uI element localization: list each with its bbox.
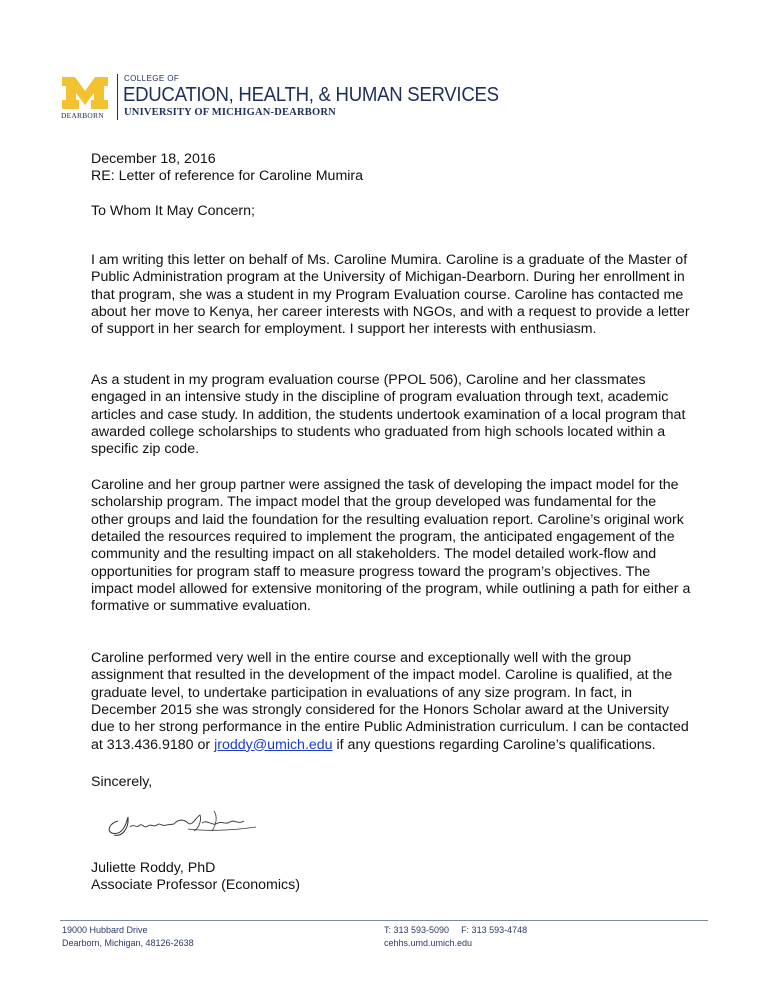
university-logo (62, 77, 108, 119)
footer-address-line-2: Dearborn, Michigan, 48126-2638 (62, 938, 194, 948)
footer-divider (60, 920, 708, 921)
letterhead-divider (117, 74, 118, 120)
college-name: EDUCATION, HEALTH, & HUMAN SERVICES (123, 84, 499, 106)
salutation: To Whom It May Concern; (91, 203, 255, 219)
footer-phone-fax (384, 924, 527, 937)
signatory-name: Juliette Roddy, PhD (91, 860, 216, 876)
letter-subject: RE: Letter of reference for Caroline Mumira (91, 168, 364, 184)
footer-fax: F: 313 593-4748 (461, 925, 528, 935)
paragraph-3: Caroline and her group partner were assigned the task of developing the impact model for the scholarship program. The impact model that the group developed was fundamental for the other groups and laid the foundation for the resulting evaluation report. Caroline’s original work detailed the resources required to implement the program, the anticipated engagement of the community and the resulting impact on all stakeholders. The model detailed work-flow and opportunities for program staff to measure progress toward the program’s objectives. The impact model allowed for extensive monitoring of the program, while outlining a path for either a formative or summative evaluation. (91, 477, 691, 615)
email-link[interactable]: jroddy@umich.edu (214, 736, 333, 753)
college-of-label: COLLEGE OF (124, 74, 180, 83)
paragraph-1: I am writing this letter on behalf of Ms. Caroline Mumira. Caroline is a graduate of the Master of Public Administration program at the University of Michigan-Dearborn. During her enrollment in that program, she was a student in my Program Evaluation course. Caroline has contacted me about her move to Kenya, her career interests with NGOs, and with a request to provide a letter of support in her search for employment. I support her interests with enthusiasm. (91, 252, 690, 338)
logo-dearborn-text: DEARBORN (61, 111, 104, 120)
paragraph-4-text: Caroline performed very well in the entire course and exceptionally well with the group assignment that resulted in the development of the impact model. Caroline is qualified, at the graduate level, to undertake participation in evaluations of any size program. In fact, in December 2015 she was strongly considered for the Honors Scholar award at the University due to her strong performance in the entire Public Administration curriculum. I can be contacted at 313.436.9180 or (91, 650, 689, 753)
university-name: UNIVERSITY OF MICHIGAN-DEARBORN (124, 107, 336, 118)
signatory-title: Associate Professor (Economics) (91, 877, 300, 893)
handwritten-signature (104, 805, 264, 841)
paragraph-2: As a student in my program evaluation course (PPOL 506), Caroline and her classmates engaged in an intensive study in the discipline of program evaluation through text, academic articles and case study. In addition, the students undertook examination of a local program that awarded college scholarships to students who graduated from high schools located within a specific zip code. (91, 372, 686, 458)
footer-phone: T: 313 593-5090 (384, 925, 450, 935)
paragraph-4 (91, 650, 691, 754)
paragraph-4-text-end: if any questions regarding Caroline’s qualifications. (332, 736, 656, 753)
footer-address (62, 924, 194, 950)
letter-date: December 18, 2016 (91, 151, 216, 167)
footer-address-line-1: 19000 Hubbard Drive (62, 925, 148, 935)
block-m-logo-icon (62, 77, 108, 109)
closing: Sincerely, (91, 774, 153, 790)
footer-website: cehhs.umd.umich.edu (384, 938, 473, 948)
footer-contact (384, 924, 527, 950)
